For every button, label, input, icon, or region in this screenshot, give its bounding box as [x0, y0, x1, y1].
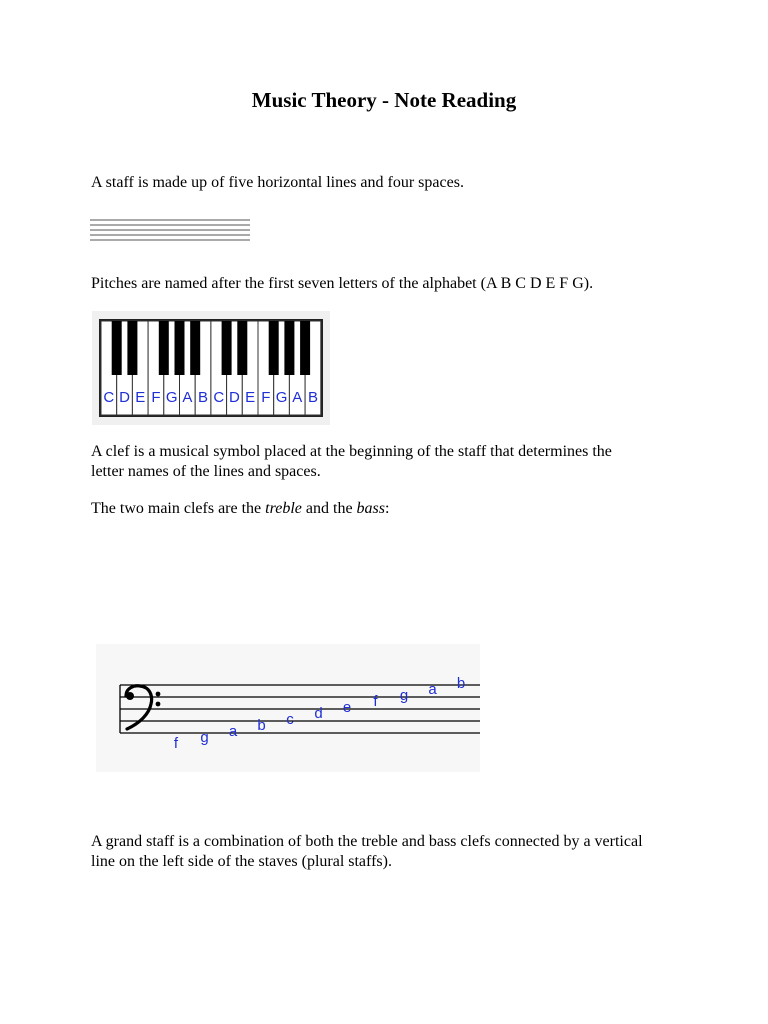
note-label: d — [314, 705, 323, 722]
black-key — [127, 321, 137, 375]
key-label: F — [151, 389, 161, 406]
piano-keyboard-figure — [92, 311, 330, 425]
black-key — [284, 321, 294, 375]
key-label: C — [103, 389, 115, 406]
black-key — [112, 321, 122, 375]
key-label: A — [182, 389, 193, 406]
two-clefs-suffix: : — [385, 500, 390, 517]
key-label: D — [119, 389, 130, 406]
note-label: g — [200, 729, 209, 746]
grand-staff-line2: line on the left side of the staves (plural staffs). — [91, 853, 392, 870]
note-label: b — [456, 675, 466, 692]
two-clefs-prefix: The two main clefs are the — [91, 500, 266, 517]
black-key — [237, 321, 247, 375]
note-label: e — [342, 699, 352, 716]
key-label: A — [292, 389, 303, 406]
black-key — [175, 321, 185, 375]
key-label: G — [165, 389, 178, 406]
treble-word: treble — [265, 500, 302, 517]
key-label: B — [198, 389, 209, 406]
black-key — [159, 321, 169, 375]
pitches-intro-text: Pitches are named after the first seven letters of the alphabet (A B C D E F G). — [91, 275, 594, 292]
note-label: f — [173, 735, 179, 752]
staff-figure — [90, 218, 252, 242]
key-label: F — [261, 389, 271, 406]
black-key — [222, 321, 232, 375]
key-label: B — [307, 389, 318, 406]
bass-word: bass — [356, 500, 385, 517]
note-label: b — [257, 717, 266, 734]
grand-staff-line1: A grand staff is a combination of both the treble and bass clefs connected by a vertical — [91, 833, 643, 850]
note-label: c — [286, 711, 294, 728]
key-label: C — [213, 389, 225, 406]
black-key — [269, 321, 279, 375]
note-label: a — [228, 723, 238, 740]
key-label: D — [229, 389, 240, 406]
note-label: g — [399, 687, 409, 704]
key-label: E — [135, 389, 146, 406]
key-label: E — [245, 389, 256, 406]
two-clefs-text — [91, 499, 691, 519]
black-key — [300, 321, 310, 375]
two-clefs-middle: and the — [301, 500, 357, 517]
clef-definition-line2: letter names of the lines and spaces. — [91, 463, 321, 480]
black-key — [190, 321, 200, 375]
key-label: G — [275, 389, 288, 406]
note-label: a — [428, 681, 437, 698]
bass-staff-figure — [96, 644, 480, 772]
clef-definition-line1: A clef is a musical symbol placed at the beginning of the staff that determines the — [91, 443, 612, 460]
staff-intro-text: A staff is made up of five horizontal lines and four spaces. — [91, 174, 464, 191]
note-label: f — [373, 693, 378, 710]
page-title: Music Theory - Note Reading — [251, 88, 517, 112]
